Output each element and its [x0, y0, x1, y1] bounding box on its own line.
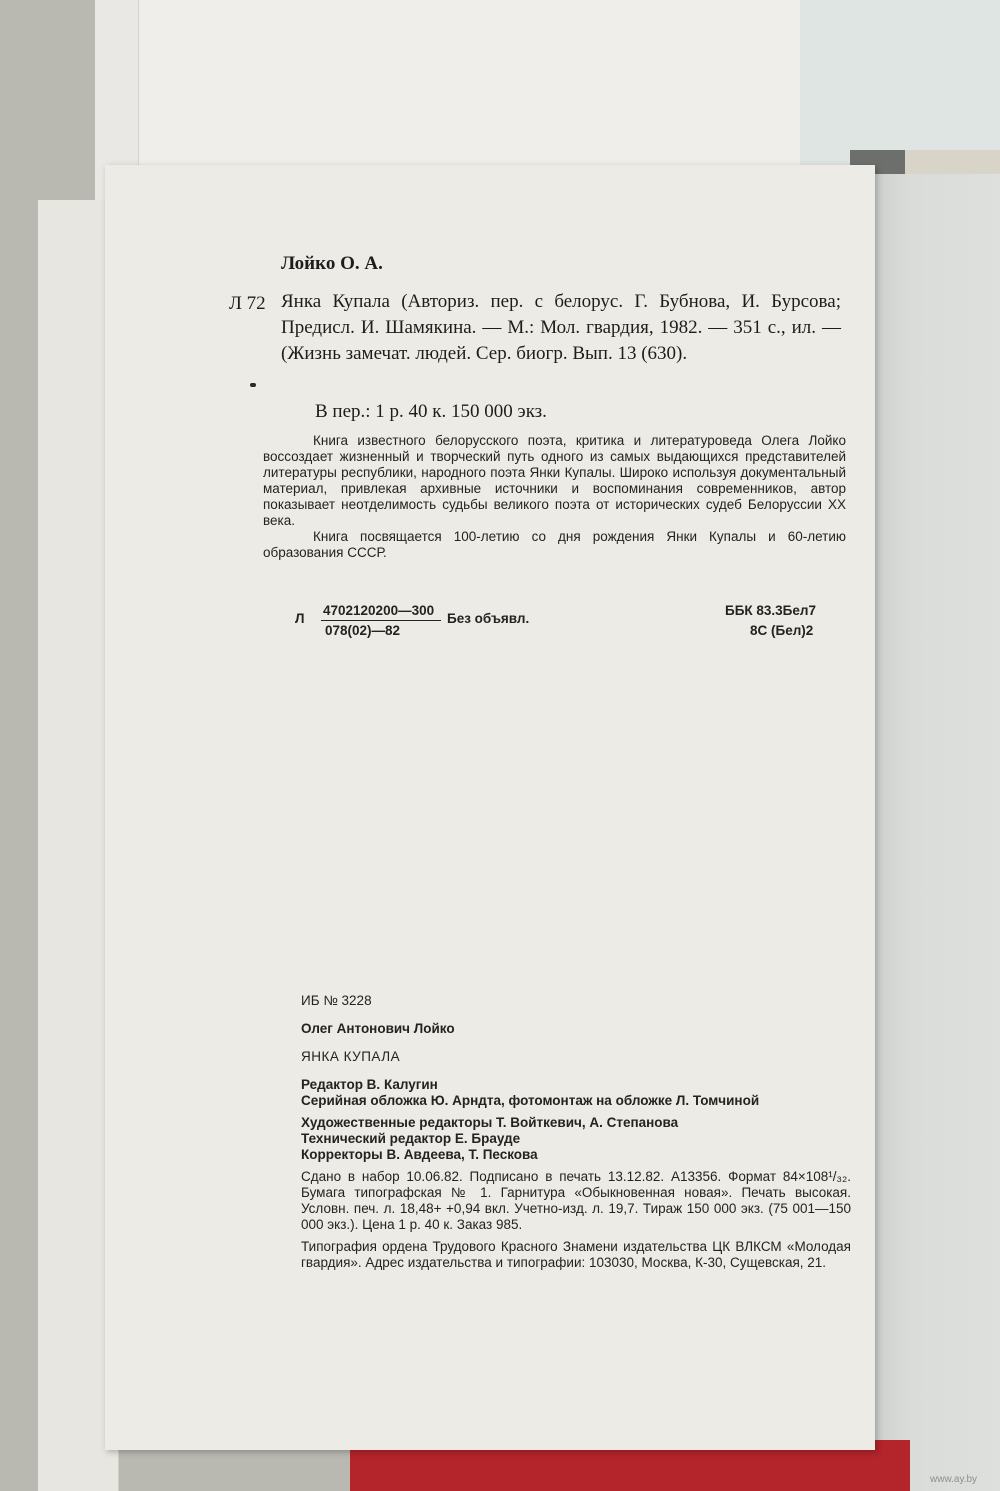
tech-editor-line: Технический редактор Е. Брауде [301, 1131, 521, 1146]
catalog-author: Лойко О. А. [281, 253, 383, 274]
printer-info: Типография ордена Трудового Красного Знамени издательства ЦК ВЛКСМ «Молодая гвардия». Адрес издательства и типографии: 103030, Москва, К-30, Сущевская, 21. [301, 1239, 851, 1270]
background-paper-inner [138, 0, 809, 190]
editor-line: Редактор В. Калугин [301, 1077, 438, 1092]
imprint [301, 993, 851, 1271]
ib-number: ИБ № 3228 [301, 993, 372, 1008]
cover-credit: Серийная обложка Ю. Арндта, фотомонтаж на обложке Л. Томчиной [301, 1093, 760, 1108]
index-block [295, 603, 855, 643]
author-full-name: Олег Антонович Лойко [301, 1021, 455, 1036]
cover-spine-label [905, 150, 1000, 174]
art-editors-line: Художественные редакторы Т. Войткевич, А. Степанова [301, 1115, 679, 1130]
index-letter: Л [295, 611, 305, 626]
print-details: Сдано в набор 10.06.82. Подписано в печать 13.12.82. А13356. Формат 84×108¹/₃₂. Бумага типографская № 1. Гарнитура «Обыкновенная новая». Печать высокая. Условн. печ. л. 18,48+ +0,94 вкл. Учетно-изд. л. 19,7. Тираж 150 000 экз. (75 001—150 000 экз.). Цена 1 р. 40 к. Заказ 985. [301, 1169, 851, 1232]
book-page [105, 165, 875, 1450]
index-numerator: 4702120200—300 [323, 603, 435, 618]
background-surface [800, 0, 1000, 170]
ink-mark [250, 383, 256, 387]
price-line: В пер.: 1 р. 40 к. 150 000 экз. [315, 401, 547, 422]
watermark: www.ay.by [930, 1474, 978, 1485]
catalog-description: Янка Купала (Авториз. пер. с белорус. Г. Бубнова, И. Бурсова; Предисл. И. Шамякина. — М.: Мол. гвардия, 1982. — 351 с., ил. — (Жизнь замечат. людей. Сер. биогр. Вып. 13 (630). [281, 291, 841, 364]
bbk-code: ББК 83.3Бел7 [725, 603, 816, 618]
index-denominator: 078(02)—82 [325, 623, 401, 638]
fraction-line [321, 620, 441, 621]
annotation-paragraph: Книга известного белорусского поэта, критика и литературоведа Олега Лойко воссоздает жизненный и творческий путь одного из самых выдающихся представителей литературы республики, народного поэта Янки Купалы. Широко используя документальный материал, привлекая архивные источники и воспоминания современников, автор показывает неотделимость судьбы великого поэта от исторических судеб Белоруссии XX века. [263, 433, 846, 528]
proofreaders-line: Корректоры В. Авдеева, Т. Пескова [301, 1147, 538, 1162]
bbk-code-secondary: 8С (Бел)2 [750, 623, 814, 638]
annotation [263, 433, 846, 561]
catalog-code: Л 72 [229, 293, 266, 314]
book-title: ЯНКА КУПАЛА [301, 1049, 401, 1064]
index-note: Без объявл. [447, 611, 530, 626]
annotation-paragraph: Книга посвящается 100-летию со дня рождения Янки Купалы и 60-летию образования СССР. [263, 529, 846, 560]
